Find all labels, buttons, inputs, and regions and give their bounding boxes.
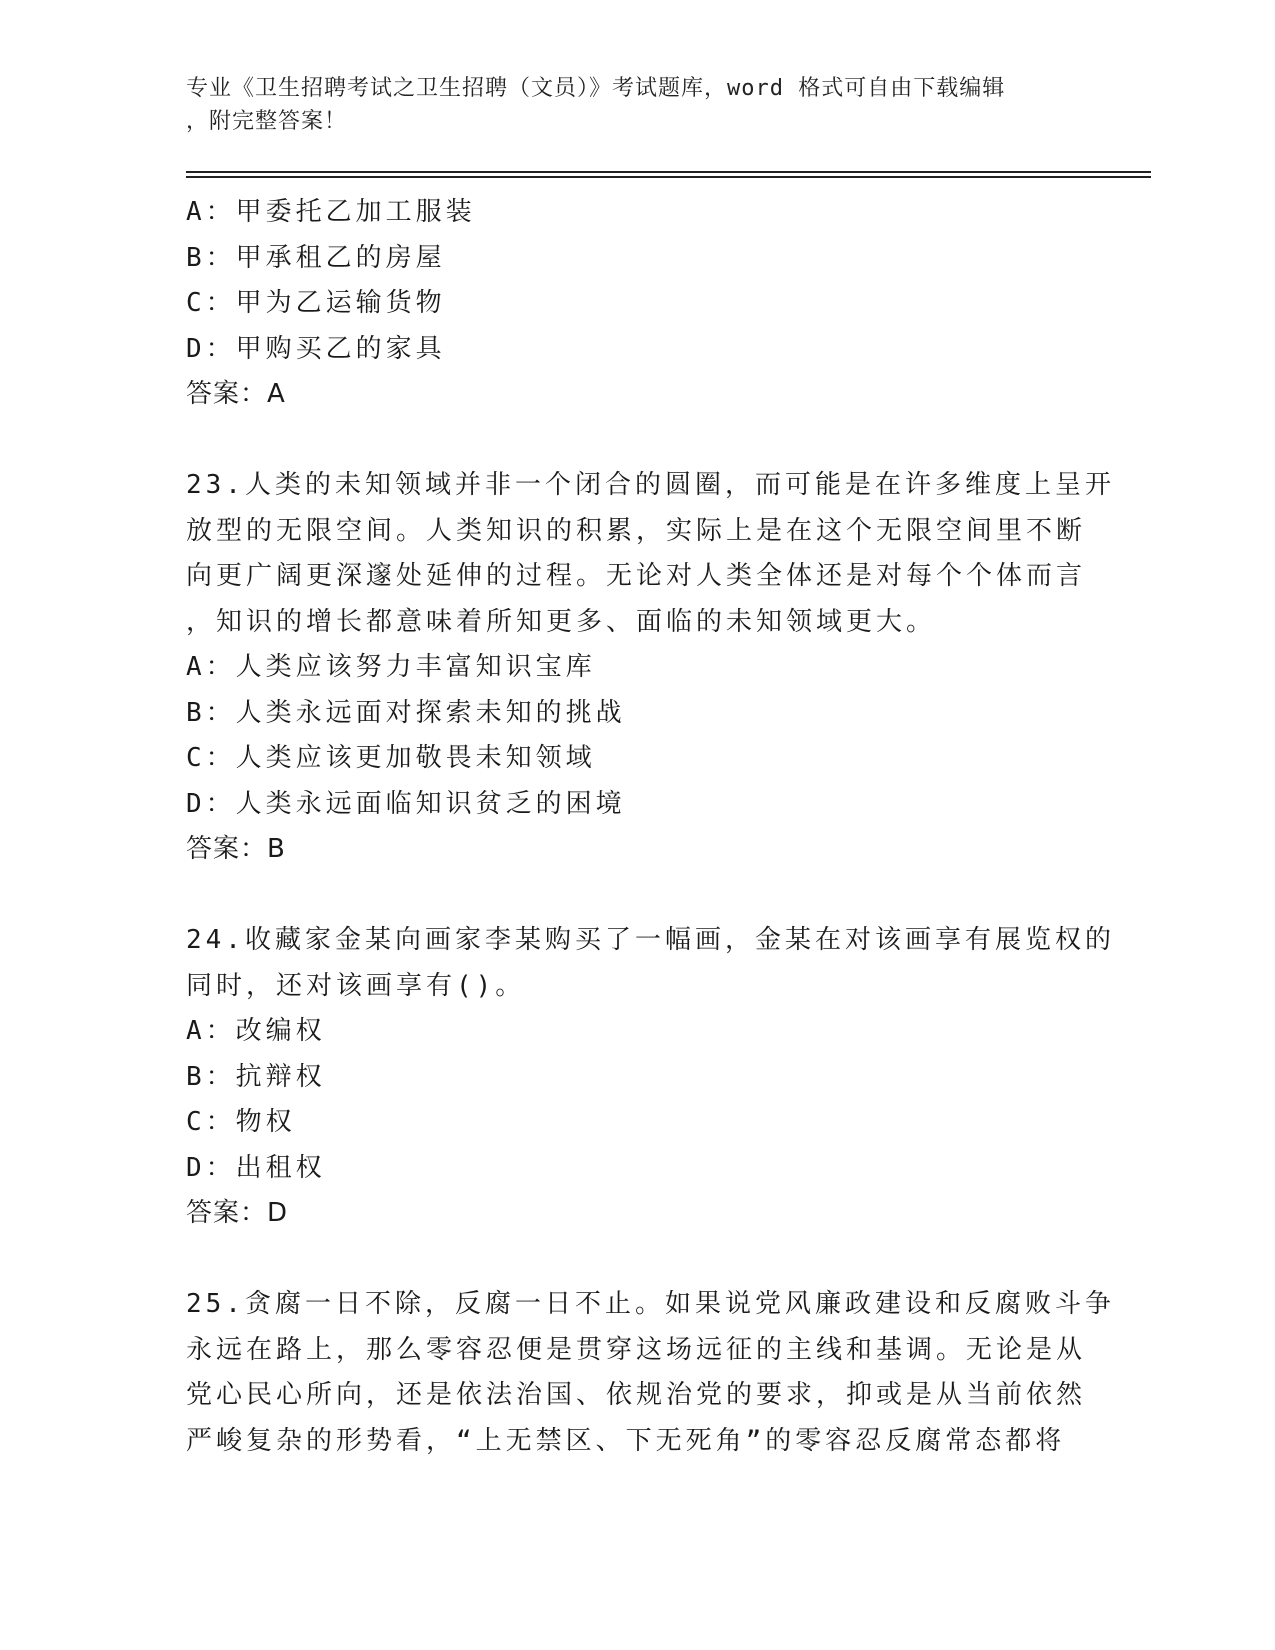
question-24: [186, 918, 1115, 1237]
document-header: [186, 72, 1066, 138]
question-line: 25.贪腐一日不除，反腐一日不止。如果说党风廉政建设和反腐败斗争: [186, 1289, 1115, 1319]
option-b: B：人类永远面对探索未知的挑战: [186, 697, 626, 728]
question-25: [186, 1282, 1115, 1464]
question-line: 24.收藏家金某向画家李某购买了一幅画，金某在对该画享有展览权的: [186, 925, 1115, 955]
option-a: A：改编权: [186, 1016, 326, 1046]
question-line: 放型的无限空间。人类知识的积累，实际上是在这个无限空间里不断: [186, 515, 1087, 546]
option-d: D：人类永远面临知识贫乏的困境: [186, 788, 626, 819]
question-text: [186, 918, 1115, 1009]
question-line: 23.人类的未知领域并非一个闭合的圆圈，而可能是在许多维度上呈开: [186, 470, 1115, 500]
answer: 答案：A: [186, 379, 286, 409]
question-23: [186, 463, 1115, 873]
question-text: [186, 1282, 1115, 1464]
option-d: D：甲购买乙的家具: [186, 333, 446, 364]
header-line-2: ，附完整答案！: [186, 109, 348, 134]
answer: 答案：B: [186, 834, 286, 864]
option-a: A：甲委托乙加工服装: [186, 197, 476, 227]
option-d: D：出租权: [186, 1152, 326, 1183]
option-b: B：甲承租乙的房屋: [186, 242, 446, 273]
question-text: [186, 463, 1115, 645]
option-a: A：人类应该努力丰富知识宝库: [186, 652, 596, 682]
question-line: 同时，还对该画享有()。: [186, 970, 526, 1001]
option-c: C：人类应该更加敬畏未知领域: [186, 743, 596, 773]
header-rule-top: [186, 171, 1151, 173]
option-b: B：抗辩权: [186, 1061, 326, 1092]
question-list: [186, 190, 1115, 1464]
question-line: 向更广阔更深邃处延伸的过程。无论对人类全体还是对每个个体而言: [186, 561, 1087, 591]
option-c: C：物权: [186, 1107, 296, 1137]
question-line: 永远在路上，那么零容忍便是贯穿这场远征的主线和基调。无论是从: [186, 1334, 1087, 1365]
question-line: 党心民心所向，还是依法治国、依规治党的要求，抑或是从当前依然: [186, 1380, 1087, 1410]
option-c: C：甲为乙运输货物: [186, 288, 446, 318]
header-line-1: 专业《卫生招聘考试之卫生招聘（文员）》考试题库，word 格式可自由下载编辑: [186, 76, 1006, 101]
question-line: ，知识的增长都意味着所知更多、面临的未知领域更大。: [186, 606, 937, 637]
question-line: 严峻复杂的形势看，“上无禁区、下无死角”的零容忍反腐常态都将: [186, 1425, 1066, 1456]
answer: 答案：D: [186, 1198, 289, 1228]
header-rule-bottom: [186, 176, 1151, 178]
question-22: [186, 190, 1086, 418]
